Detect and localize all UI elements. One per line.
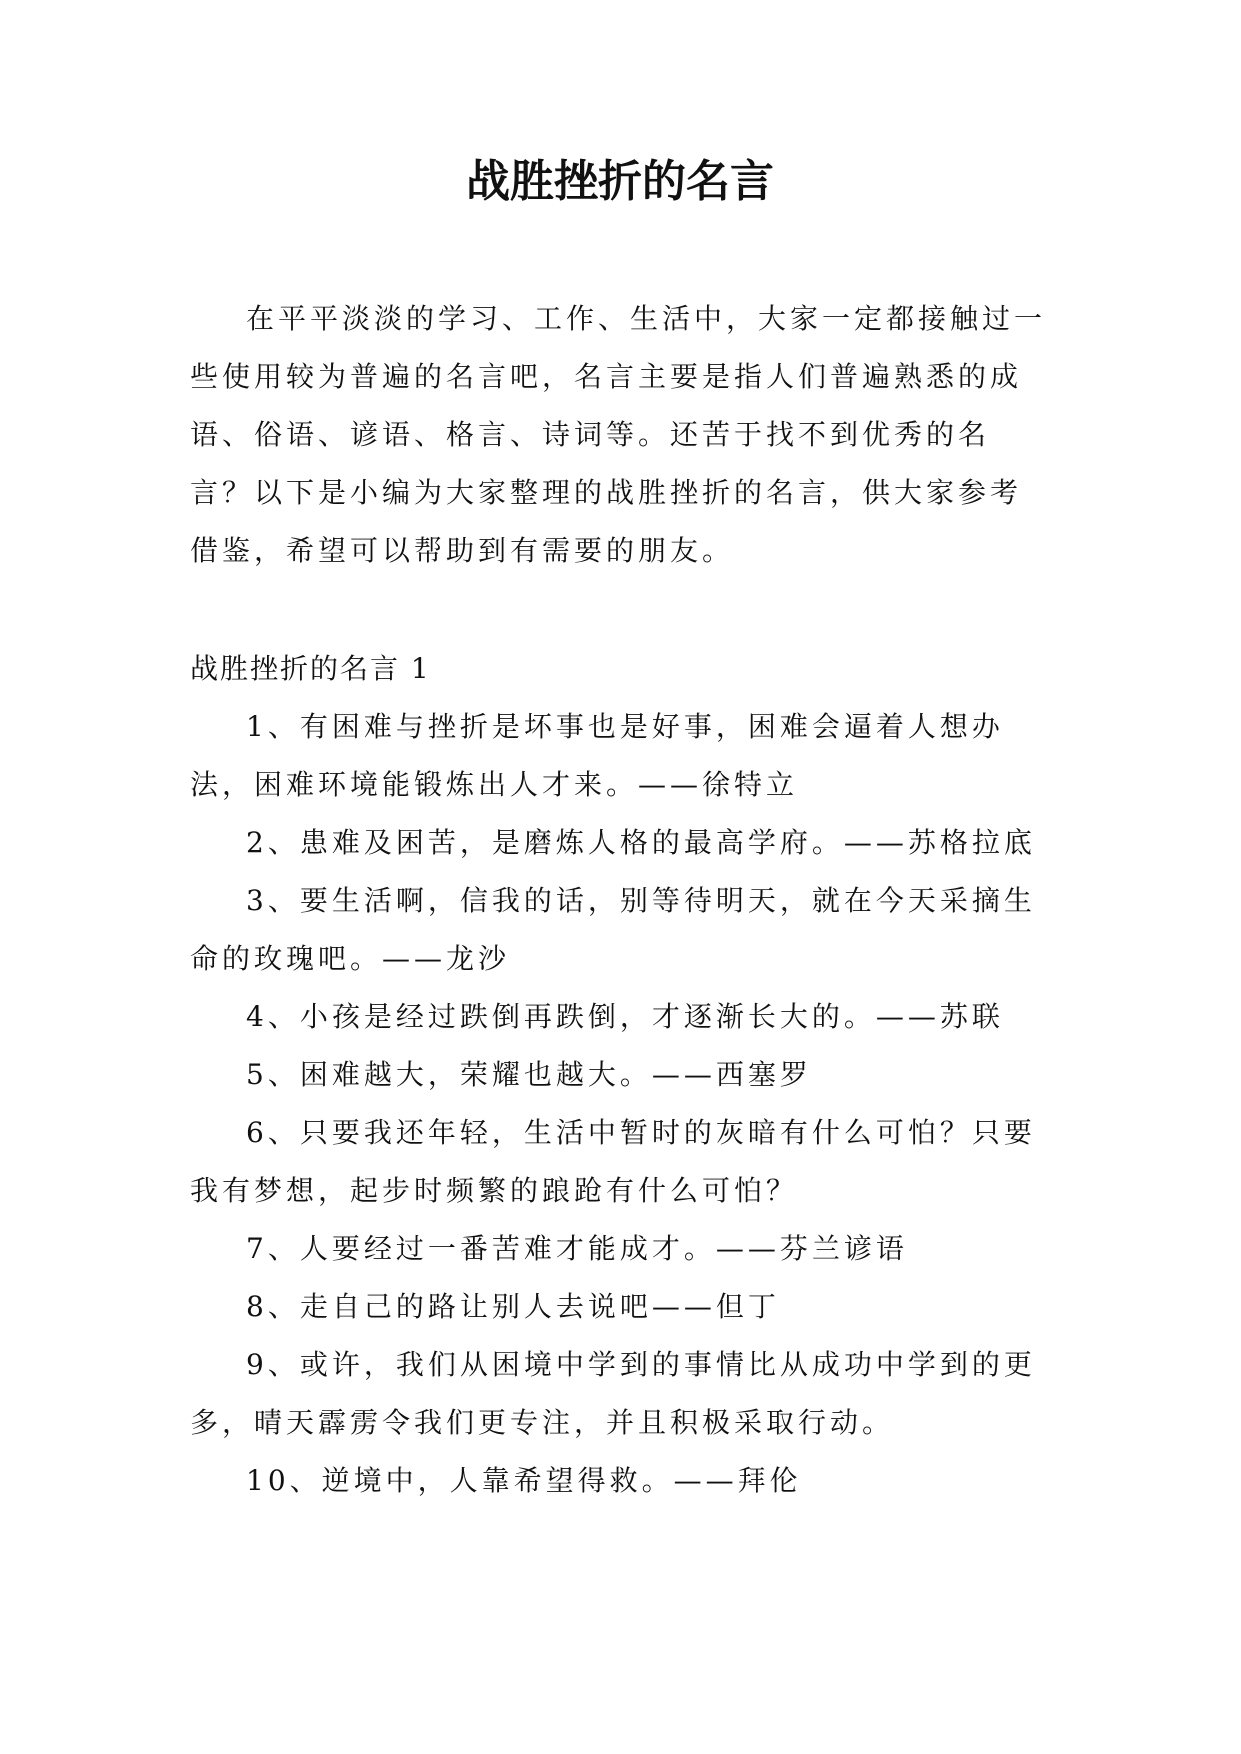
intro-paragraph: 在平平淡淡的学习、工作、生活中，大家一定都接触过一些使用较为普遍的名言吧，名言主要是指人们普遍熟悉的成语、俗语、谚语、格言、诗词等。还苦于找不到优秀的名言？以下是小编为大家整理的战胜挫折的名言，供大家参考借鉴，希望可以帮助到有需要的朋友。	[190, 302, 1047, 567]
quote-list	[190, 698, 1050, 1510]
quote-item: 8、走自己的路让别人去说吧——但丁	[246, 1290, 780, 1323]
quote-item: 9、或许，我们从困境中学到的事情比从成功中学到的更多，晴天霹雳令我们更专注，并且积极采取行动。	[190, 1348, 1036, 1439]
quote-item: 5、困难越大，荣耀也越大。——西塞罗	[246, 1058, 812, 1091]
quote-item: 4、小孩是经过跌倒再跌倒，才逐渐长大的。——苏联	[246, 1000, 1004, 1033]
quote-item: 7、人要经过一番苦难才能成才。——芬兰谚语	[246, 1232, 908, 1265]
quote-item: 1、有困难与挫折是坏事也是好事，困难会逼着人想办法，困难环境能锻炼出人才来。——徐特立	[190, 710, 1004, 801]
quote-item: 6、只要我还年轻，生活中暂时的灰暗有什么可怕？只要我有梦想，起步时频繁的踉跄有什么可怕？	[190, 1116, 1036, 1207]
quote-item: 2、患难及困苦，是磨炼人格的最高学府。——苏格拉底	[246, 826, 1036, 859]
quote-item: 10、逆境中，人靠希望得救。——拜伦	[246, 1464, 802, 1497]
document-title: 战胜挫折的名言	[466, 156, 774, 207]
quote-item: 3、要生活啊，信我的话，别等待明天，就在今天采摘生命的玫瑰吧。——龙沙	[190, 884, 1036, 975]
section-heading: 战胜挫折的名言 1	[190, 652, 431, 685]
